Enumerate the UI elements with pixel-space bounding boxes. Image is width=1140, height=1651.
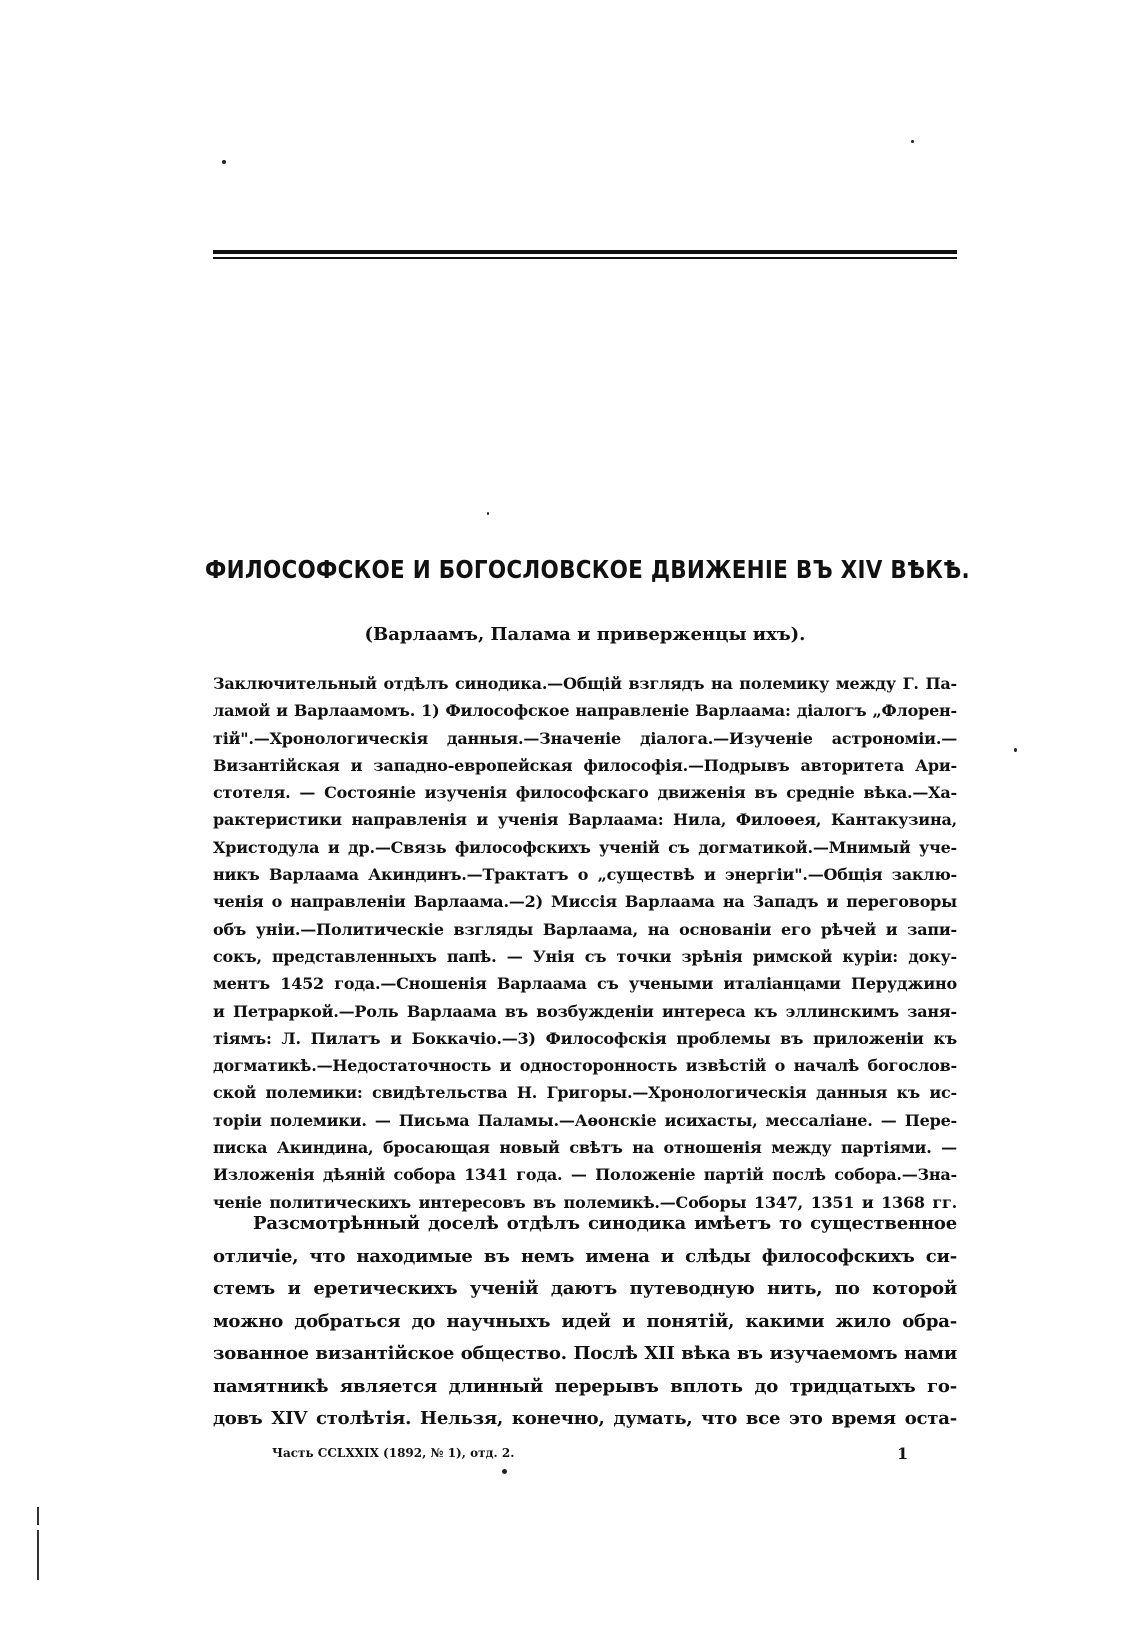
rule-thick — [213, 250, 957, 254]
summary-line: сокъ, представленныхъ папѣ. — Унія съ точки зрѣнія римской куріи: доку- — [213, 946, 957, 966]
body-line: зованное византійское общество. Послѣ XII вѣка въ изучаемомъ нами — [213, 1343, 957, 1364]
body-line: Разсмотрѣнный доселѣ отдѣлъ синодика имѣетъ то существенное — [253, 1213, 957, 1234]
summary-line: ченіе политическихъ интересовъ въ полемикѣ.—Соборы 1347, 1351 и 1368 гг. — [213, 1192, 957, 1212]
body-line: отличіе, что находимые въ немъ имена и слѣды философскихъ си- — [213, 1245, 957, 1267]
summary-line: рактеристики направленія и ученія Варлаама: Нила, Филоѳея, Кантакузина, — [213, 810, 957, 830]
margin-scan-mark — [37, 1530, 39, 1580]
chapter-subtitle: (Варлаамъ, Палама и приверженцы ихъ). — [364, 624, 806, 645]
body-paragraph — [213, 1208, 957, 1436]
summary-line: тій".—Хронологическія данныя.—Значеніе діалога.—Изученіе астрономіи.— — [213, 728, 957, 748]
chapter-title: ФИЛОСОФСКОЕ И БОГОСЛОВСКОЕ ДВИЖЕНІЕ ВЪ XIV ВѢКѢ. — [205, 555, 970, 584]
summary-line: ламой и Варлаамомъ. 1) Философское направленіе Варлаама: діалогъ „Флорен- — [213, 701, 957, 721]
summary-line: ской полемики: свидѣтельства Н. Григоры.—Хронологическія данныя къ ис- — [213, 1083, 957, 1103]
summary-line: объ уніи.—Политическіе взгляды Варлаама, на основаніи его рѣчей и запи- — [213, 919, 957, 939]
summary-line: никъ Варлаама Акиндинъ.—Трактатъ о „существѣ и энергіи".—Общія заклю- — [213, 865, 957, 885]
body-line: довъ XIV столѣтія. Нельзя, конечно, думать, что все это время оста- — [213, 1408, 957, 1429]
summary-line: писка Акиндина, бросающая новый свѣтъ на отношенія между партіями. — — [213, 1138, 957, 1158]
summary-line: стотеля. — Состояніе изученія философскаго движенія въ средніе вѣка.—Ха- — [213, 783, 957, 803]
rule-thin — [213, 257, 957, 259]
summary-line: Заключительный отдѣлъ синодика.—Общій взглядъ на полемику между Г. Па- — [213, 674, 957, 693]
signature-mark: Часть CCLXXIX (1892, № 1), отд. 2. — [272, 1446, 515, 1460]
summary-line: ментъ 1452 года.—Сношенія Варлаама съ учеными италіанцами Перуджино — [213, 974, 957, 994]
margin-scan-mark — [37, 1507, 39, 1525]
body-line: можно добраться до научныхъ идей и понятій, какими жило обра- — [213, 1310, 957, 1332]
summary-line: Изложенія дѣяній собора 1341 года. — Положеніе партій послѣ собора.—Зна- — [213, 1165, 957, 1185]
summary-line: Христодула и др.—Связь философскихъ ученій съ догматикой.—Мнимый уче- — [213, 837, 957, 857]
scan-speck — [502, 1469, 507, 1474]
header-double-rule — [213, 250, 957, 260]
scan-speck — [222, 160, 226, 164]
summary-line: и Петраркой.—Роль Варлаама въ возбужденіи интереса къ эллинскимъ заня- — [213, 1001, 957, 1021]
summary-line: ченія о направленіи Варлаама.—2) Миссія Варлаама на Западъ и переговоры — [213, 892, 957, 912]
summary-line: догматикѣ.—Недостаточность и односторонность извѣстій о началѣ богослов- — [213, 1056, 957, 1076]
body-line: стемъ и еретическихъ ученій даютъ путеводную нить, по которой — [213, 1278, 957, 1299]
chapter-summary — [213, 670, 957, 1216]
summary-line: торіи полемики. — Письма Паламы.—Аѳонскіе исихасты, мессаліане. — Пере- — [213, 1110, 957, 1130]
scan-speck — [911, 140, 914, 143]
scan-speck — [487, 512, 489, 515]
summary-line: тіямъ: Л. Пилатъ и Боккачіо.—3) Философскія проблемы въ приложеніи къ — [213, 1028, 957, 1048]
scan-speck — [1014, 748, 1017, 752]
body-line: памятникѣ является длинный перерывъ вплоть до тридцатыхъ го- — [213, 1375, 957, 1397]
page-number: 1 — [897, 1444, 909, 1463]
summary-line: Византійская и западно-европейская философія.—Подрывъ авторитета Ари- — [213, 755, 957, 775]
